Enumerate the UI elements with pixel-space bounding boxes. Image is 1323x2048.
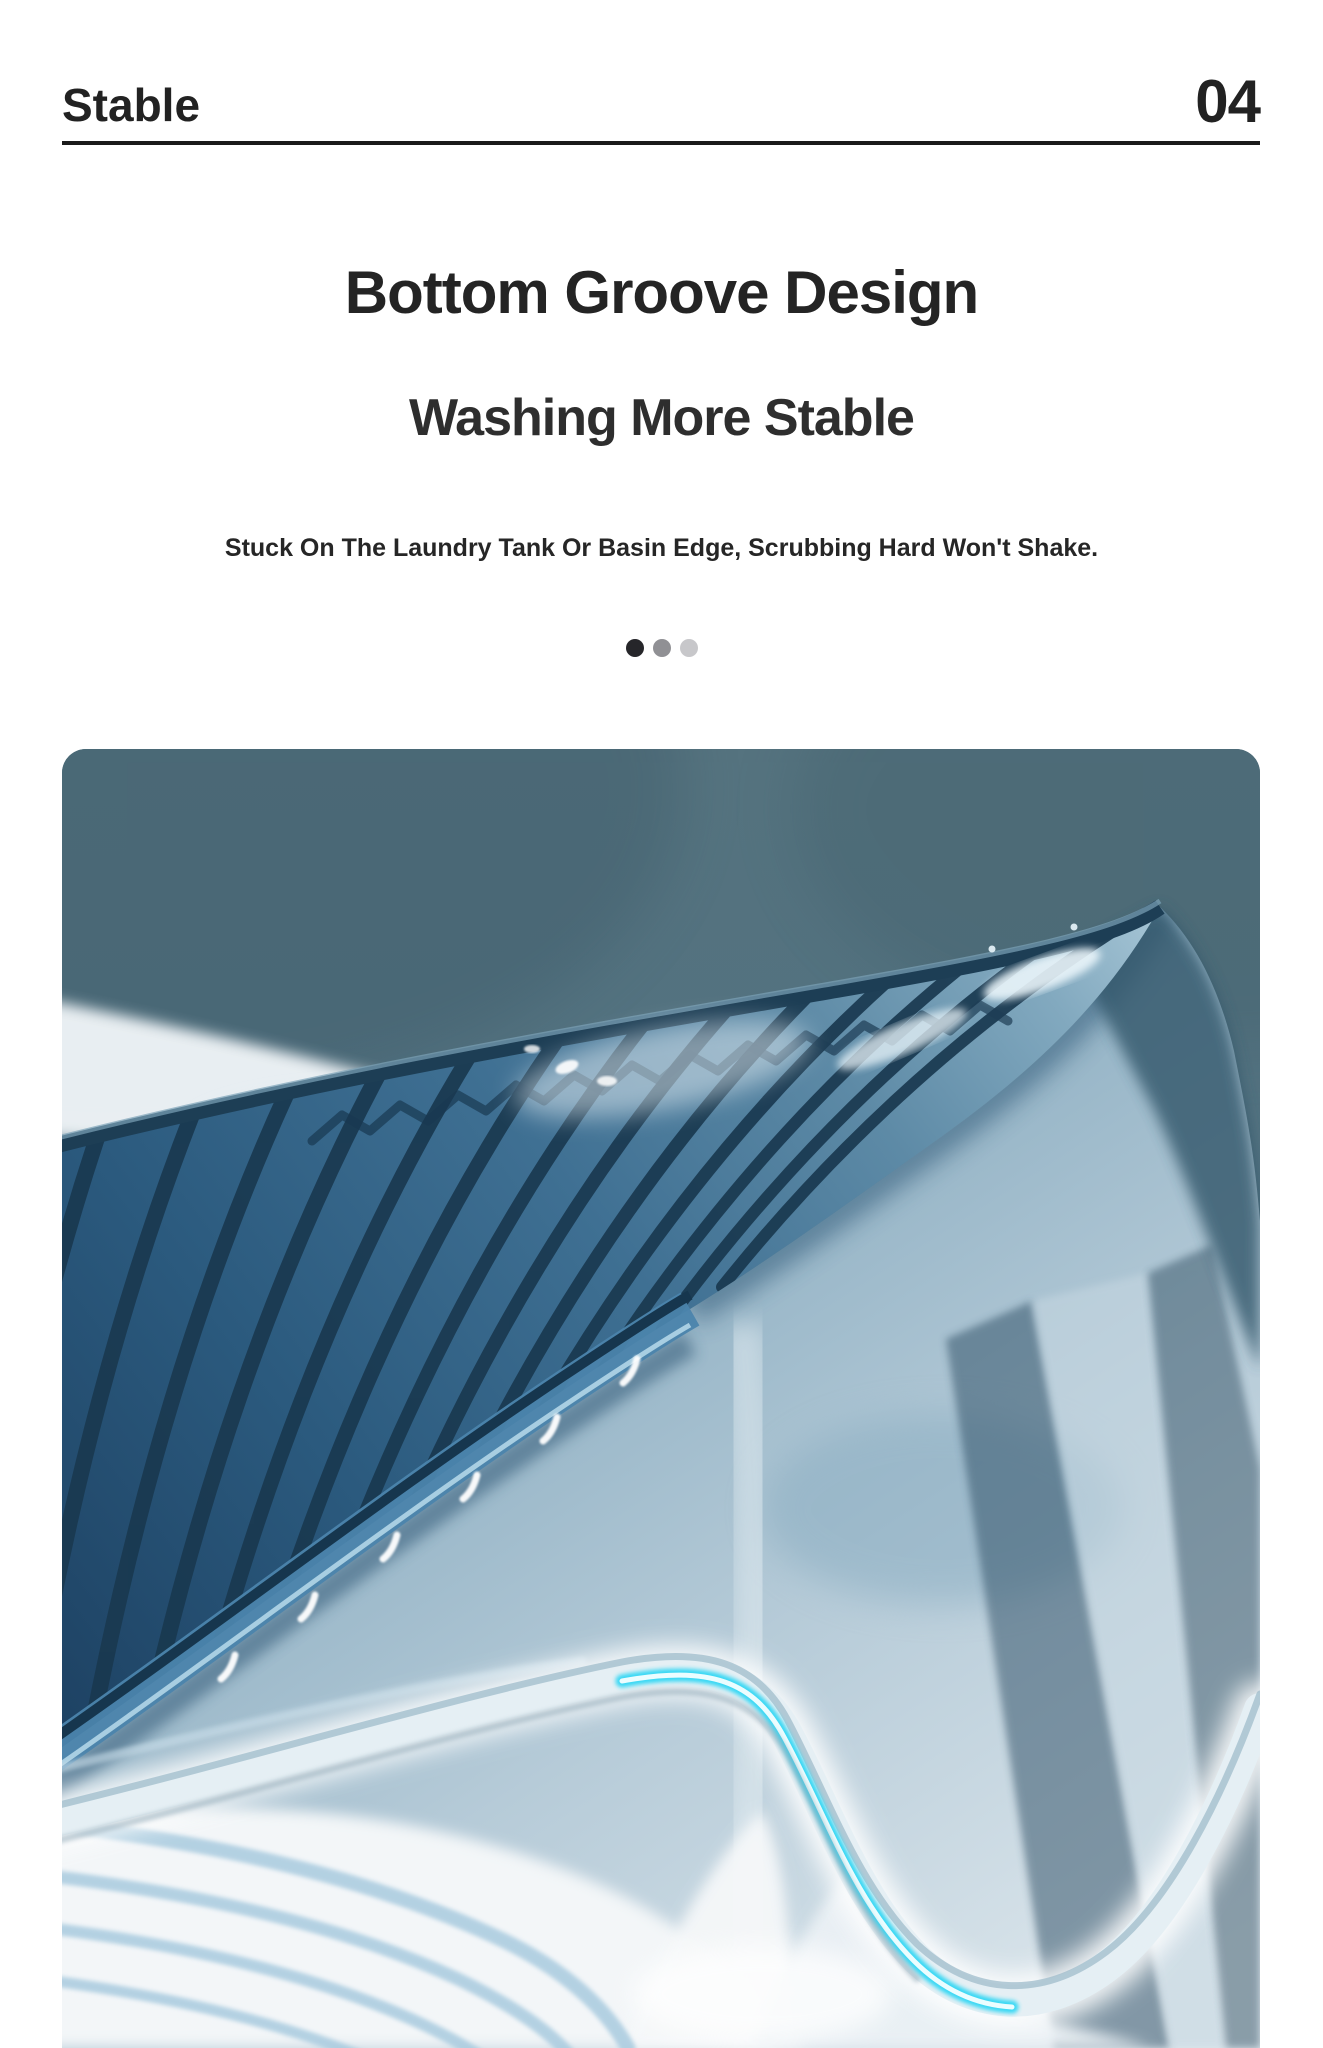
product-photo-recreation — [62, 749, 1260, 2048]
description-line: Stuck On The Laundry Tank Or Basin Edge, Scrubbing Hard Won't Shake. — [224, 534, 1099, 562]
section-number: 04 — [1195, 68, 1260, 135]
carousel-dots — [0, 639, 1323, 657]
main-title: Bottom Groove Design — [344, 259, 979, 326]
carousel-dot-2[interactable] — [653, 639, 671, 657]
section-label: Stable — [62, 79, 201, 131]
carousel-dot-1[interactable] — [626, 639, 644, 657]
product-image — [62, 749, 1260, 2048]
section-header — [62, 0, 1260, 145]
carousel-dot-3[interactable] — [680, 639, 698, 657]
subtitle: Washing More Stable — [409, 389, 914, 447]
